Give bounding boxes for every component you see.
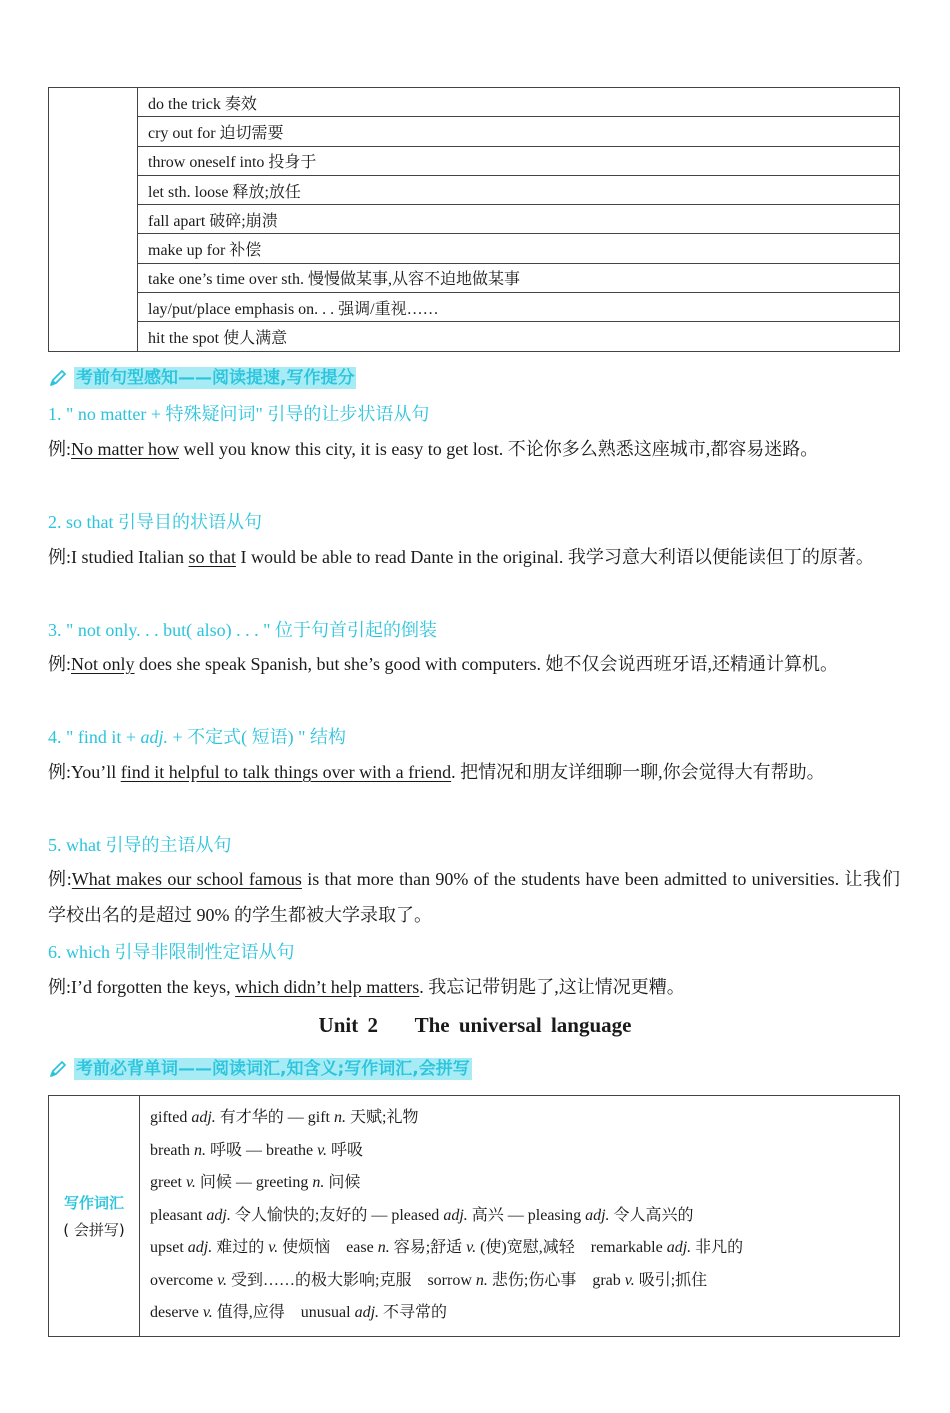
item-title-3: 3. " not only. . . but( also) . . . " 位于句首引起的倒装 (48, 620, 438, 640)
phrase-table (48, 87, 900, 352)
example-underline: No matter how (71, 439, 179, 459)
example-5: 例:What makes our school famous is that more than 90% of the students have been admitted to universities. 让我们学校出名的是超过 90% 的学生都被大学录取了。 (48, 869, 900, 925)
phrase-item: lay/put/place emphasis on. . . 强调/重视…… (138, 293, 900, 322)
vocab-heading-text: 考前必背单词——阅读词汇,知含义;写作词汇,会拼写 (76, 1059, 470, 1079)
vocab-line: upset adj. 难过的 v. 使烦恼 ease n. 容易;舒适 v. (使)宽慰,减轻 remarkable adj. 非凡的 (150, 1239, 744, 1256)
example-4: 例:You’ll find it helpful to talk things over with a friend. 把情况和朋友详细聊一聊,你会觉得大有帮助。 (48, 762, 825, 782)
item-title-1: 1. " no matter + 特殊疑问词" 引导的让步状语从句 (48, 404, 430, 424)
example-underline: Not only (71, 654, 135, 674)
example-6: 例:I’d forgotten the keys, which didn’t help matters. 我忘记带钥匙了,这让情况更糟。 (48, 977, 685, 997)
example-underline: so that (188, 547, 236, 567)
vocab-line: gifted adj. 有才华的 — gift n. 天赋;礼物 (150, 1109, 419, 1126)
item-title-5: 5. what 引导的主语从句 (48, 835, 232, 855)
vocab-list (140, 1096, 900, 1337)
vocab-line: breath n. 呼吸 — breathe v. 呼吸 (150, 1141, 364, 1159)
phrase-row (49, 293, 900, 322)
phrase-item: do the trick 奏效 (138, 88, 900, 117)
item-title-6: 6. which 引导非限制性定语从句 (48, 942, 295, 962)
sentence-section-heading (48, 365, 356, 391)
phrase-item: cry out for 迫切需要 (138, 117, 900, 146)
vocab-category-note: ( 会拼写) (63, 1220, 125, 1239)
phrase-row (49, 117, 900, 146)
example-2: 例:I studied Italian so that I would be able to read Dante in the original. 我学习意大利语以便能读但丁的原著。 (48, 547, 874, 567)
example-underline: What makes our school famous (71, 869, 302, 889)
vocab-section-heading (48, 1056, 472, 1082)
phrase-row (49, 88, 900, 117)
phrase-item: let sth. loose 释放;放任 (138, 175, 900, 204)
phrase-item: make up for 补偿 (138, 234, 900, 263)
phrase-row (49, 205, 900, 234)
phrase-row (49, 146, 900, 175)
example-3: 例:Not only does she speak Spanish, but she’s good with computers. 她不仅会说西班牙语,还精通计算机。 (48, 654, 838, 674)
example-underline: find it helpful to talk things over with a friend (120, 762, 452, 782)
phrase-row (49, 234, 900, 263)
sentence-heading-text: 考前句型感知——阅读提速,写作提分 (76, 368, 355, 388)
phrase-row (49, 175, 900, 204)
vocab-line: deserve v. 值得,应得 unusual adj. 不寻常的 (150, 1304, 448, 1321)
item-title-2: 2. so that 引导目的状语从句 (48, 512, 262, 532)
phrase-row (49, 322, 900, 351)
phrase-item: take one’s time over sth. 慢慢做某事,从容不迫地做某事 (138, 263, 900, 292)
vocab-category (49, 1096, 140, 1337)
example-underline: which didn’t help matters (235, 977, 420, 997)
vocab-table (48, 1095, 900, 1337)
phrase-category-cell (49, 88, 138, 352)
pencil-icon (48, 1059, 68, 1079)
vocab-category-label: 写作词汇 (63, 1193, 124, 1212)
vocab-line: greet v. 问候 — greeting n. 问候 (150, 1174, 361, 1191)
phrase-item: throw oneself into 投身于 (138, 146, 900, 175)
unit-title: Unit 2 The universal language (318, 1013, 632, 1037)
vocab-line: pleasant adj. 令人愉快的;友好的 — pleased adj. 高兴 — pleasing adj. 令人高兴的 (150, 1206, 694, 1224)
phrase-row (49, 263, 900, 292)
vocab-line: overcome v. 受到……的极大影响;克服 sorrow n. 悲伤;伤心事 grab v. 吸引;抓住 (150, 1271, 708, 1289)
example-1: 例:No matter how well you know this city, it is easy to get lost. 不论你多么熟悉这座城市,都容易迷路。 (48, 439, 819, 459)
phrase-item: hit the spot 使人满意 (138, 322, 900, 351)
phrase-item: fall apart 破碎;崩溃 (138, 205, 900, 234)
item-title-4: 4. " find it + adj. + 不定式( 短语) " 结构 (48, 727, 347, 747)
pencil-icon (48, 368, 68, 388)
